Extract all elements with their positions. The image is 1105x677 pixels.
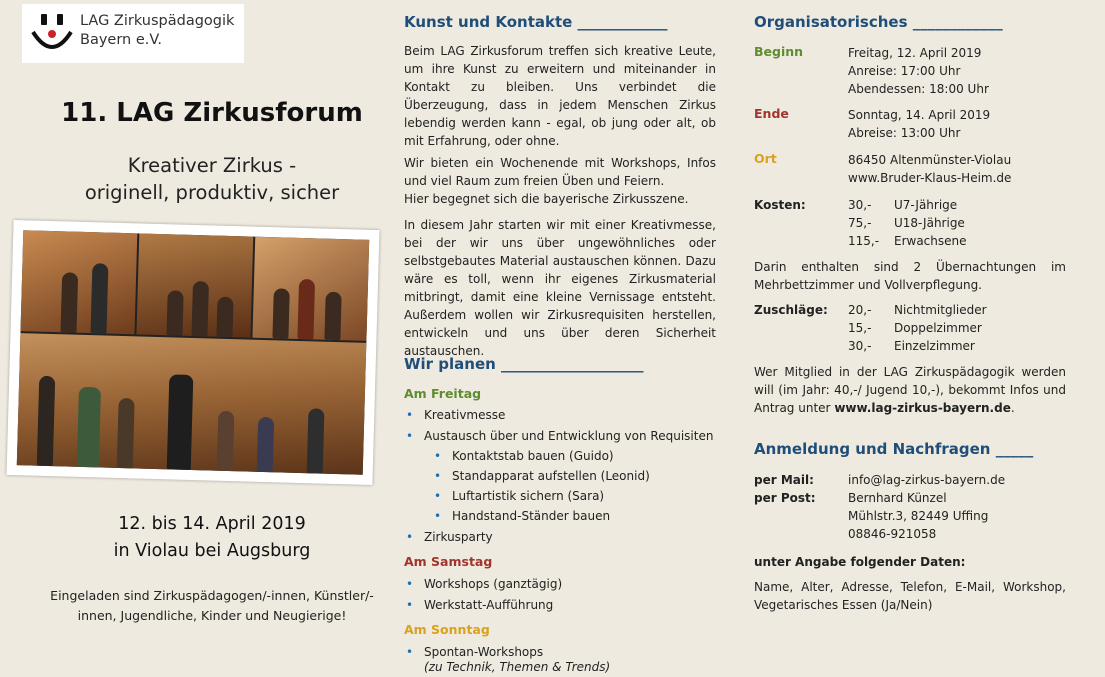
photo-hall-audience (17, 333, 367, 474)
zuschlag-price: 15,- (848, 321, 872, 335)
list-item (434, 448, 614, 464)
beginn-value (848, 44, 989, 98)
zuschlag-price: 30,- (848, 339, 872, 353)
subtitle-line1: Kreativer Zirkus - (127, 154, 297, 177)
beginn-label: Beginn (754, 44, 804, 59)
mail-label-text: per Mail (754, 473, 810, 487)
bullet-icon: • (406, 645, 414, 659)
mail-label-colon: : (809, 473, 814, 487)
mail-label (754, 471, 814, 489)
bullet-icon: • (406, 408, 414, 422)
ende-departure: Abreise: 13:00 Uhr (848, 126, 961, 140)
event-photo-collage (7, 220, 380, 485)
kosten-group: U18-Jährige (894, 216, 965, 230)
post-name: Bernhard Künzel (848, 491, 947, 505)
list-item-text: Werkstatt-Aufführung (424, 598, 554, 612)
post-label: per Post: (754, 491, 816, 505)
post-phone: 08846-921058 (848, 527, 937, 541)
kosten-price: 75,- (848, 216, 872, 230)
list-item (406, 576, 563, 592)
ende-value (848, 106, 990, 142)
kunst-paragraph-2b: Hier begegnet sich die bayerische Zirkusszene. (404, 192, 689, 206)
kosten-label: Kosten: (754, 198, 806, 212)
friday-label: Am Freitag (404, 386, 482, 401)
event-date-place (0, 511, 424, 565)
mitglied-sentence: Wer Mitglied in der LAG Zirkuspädagogik werden will (im Jahr: 40,-/ Jugend 10,-), bekommt Infos und Antrag unter (754, 365, 1066, 415)
bullet-icon: • (406, 598, 414, 612)
saturday-label: Am Samstag (404, 554, 493, 569)
zuschlaege-label: Zuschläge: (754, 303, 828, 317)
list-item-text: Standapparat aufstellen (Leonid) (452, 469, 650, 483)
subtitle-line2: originell, produktiv, sicher (84, 181, 340, 204)
list-item-text: Kreativmesse (424, 408, 506, 422)
logo-text (80, 12, 234, 50)
photo-acrobatics (136, 233, 253, 337)
zuschlag-price: 20,- (848, 303, 872, 317)
post-address: Mühlstr.3, 82449 Uffing (848, 509, 989, 523)
beginn-arrival: Anreise: 17:00 Uhr (848, 64, 961, 78)
event-place: in Violau bei Augsburg (113, 541, 311, 561)
bullet-icon: • (406, 530, 414, 544)
bullet-icon: • (406, 577, 414, 591)
event-date: 12. bis 14. April 2019 (118, 514, 306, 534)
logo-line2: Bayern e.V. (80, 32, 163, 48)
list-item-text: Kontaktstab bauen (Guido) (452, 449, 614, 463)
ende-date: Sonntag, 14. April 2019 (848, 108, 991, 122)
invitation-text: Eingeladen sind Zirkuspädagogen/-innen, Künstler/-innen, Jugendliche, Kinder und Neugierige! (50, 588, 374, 623)
bullet-icon: • (434, 509, 442, 523)
mitglied-period: . (1010, 401, 1015, 415)
ort-website: www.Bruder-Klaus-Heim.de (848, 171, 1012, 185)
photo-grid (17, 230, 369, 475)
bullet-icon: • (406, 429, 414, 443)
kosten-price: 115,- (848, 234, 880, 248)
list-item (434, 468, 650, 484)
list-item-text: Workshops (ganztägig) (424, 577, 563, 591)
list-item-text: Austausch über und Entwicklung von Requisiten (424, 429, 714, 443)
list-item (434, 488, 605, 504)
list-item-text: Zirkusparty (424, 530, 493, 544)
mitglied-text (754, 363, 1066, 417)
mail-address[interactable]: info@lag-zirkus-bayern.de (848, 473, 1006, 487)
zuschlag-type: Doppelzimmer (894, 321, 982, 335)
kunst-p2-text: Wir bieten ein Wochenende mit Workshops, Infos und viel Raum zum freien Üben und Feiern. (404, 156, 716, 188)
event-title: 11. LAG Zirkusforum (61, 98, 363, 128)
anmeldung-heading: Anmeldung und Nachfragen _____ (754, 440, 1034, 458)
ort-value (848, 151, 1011, 187)
angabe-label: unter Angabe folgender Daten: (754, 555, 966, 569)
sunday-note: (zu Technik, Themen & Trends) (424, 660, 611, 674)
ort-address: 86450 Altenmünster-Violau (848, 153, 1012, 167)
logo-line1: LAG Zirkuspädagogik (80, 13, 235, 29)
list-item-text: Luftartistik sichern (Sara) (452, 489, 605, 503)
left-column (0, 0, 390, 677)
bullet-icon: • (434, 469, 442, 483)
beginn-dinner: Abendessen: 18:00 Uhr (848, 82, 989, 96)
ende-label: Ende (754, 106, 789, 121)
enthalten-text: Darin enthalten sind 2 Übernachtungen im Mehrbettzimmer und Vollverpflegung. (754, 260, 1066, 292)
photo-juggling (21, 230, 138, 334)
list-item-text: Spontan-Workshops (424, 645, 544, 659)
list-item (406, 644, 544, 660)
bullet-icon: • (434, 489, 442, 503)
org-heading: Organisatorisches ____________ (754, 13, 1003, 31)
list-item-text: Handstand-Ständer bauen (452, 509, 611, 523)
zuschlag-type: Nichtmitglieder (894, 303, 987, 317)
daten-text: Name, Alter, Adresse, Telefon, E-Mail, Workshop, Vegetarisches Essen (Ja/Nein) (754, 580, 1066, 612)
plan-heading: Wir planen ___________________ (404, 355, 644, 373)
kunst-heading: Kunst und Kontakte ____________ (404, 13, 668, 31)
sunday-label: Am Sonntag (404, 622, 490, 637)
lag-logo (22, 4, 244, 63)
list-item (406, 428, 714, 444)
ort-label: Ort (754, 151, 777, 166)
list-item (406, 407, 506, 423)
lag-website-link[interactable]: www.lag-zirkus-bayern.de (834, 401, 1011, 415)
bullet-icon: • (434, 449, 442, 463)
kosten-group: U7-Jährige (894, 198, 958, 212)
list-item (434, 508, 611, 524)
kunst-paragraph-3: In diesem Jahr starten wir mit einer Kreativmesse, bei der wir uns über ungewöhnliches oder selbstgebautes Material austauschen können. Dazu wäre es toll, wenn ihr eigenes Zirkusmaterial mitbringt, damit eine kleine Vernissage entsteht. Außerdem wollen wir Zirkusrequisiten herstellen, entwickeln und uns über deren Sicherheit austauschen. (404, 218, 716, 358)
clown-face-icon (30, 10, 74, 56)
kosten-group: Erwachsene (894, 234, 967, 248)
list-item (406, 529, 493, 545)
list-item (406, 597, 554, 613)
kunst-paragraph-1: Beim LAG Zirkusforum treffen sich kreative Leute, um ihre Kunst zu erweitern und miteinander in Kontakt zu bleiben. Uns verbindet die Überzeugung, dass in jedem Menschen Zirkus lebendig werden kann - egal, ob jung oder alt, ob mit Erfahrung, oder ohne. (404, 44, 716, 148)
photo-group-pose (252, 237, 369, 341)
zuschlag-type: Einzelzimmer (894, 339, 975, 353)
beginn-date: Freitag, 12. April 2019 (848, 46, 982, 60)
kosten-price: 30,- (848, 198, 872, 212)
event-subtitle (0, 152, 424, 206)
kunst-paragraph-2 (404, 154, 716, 190)
